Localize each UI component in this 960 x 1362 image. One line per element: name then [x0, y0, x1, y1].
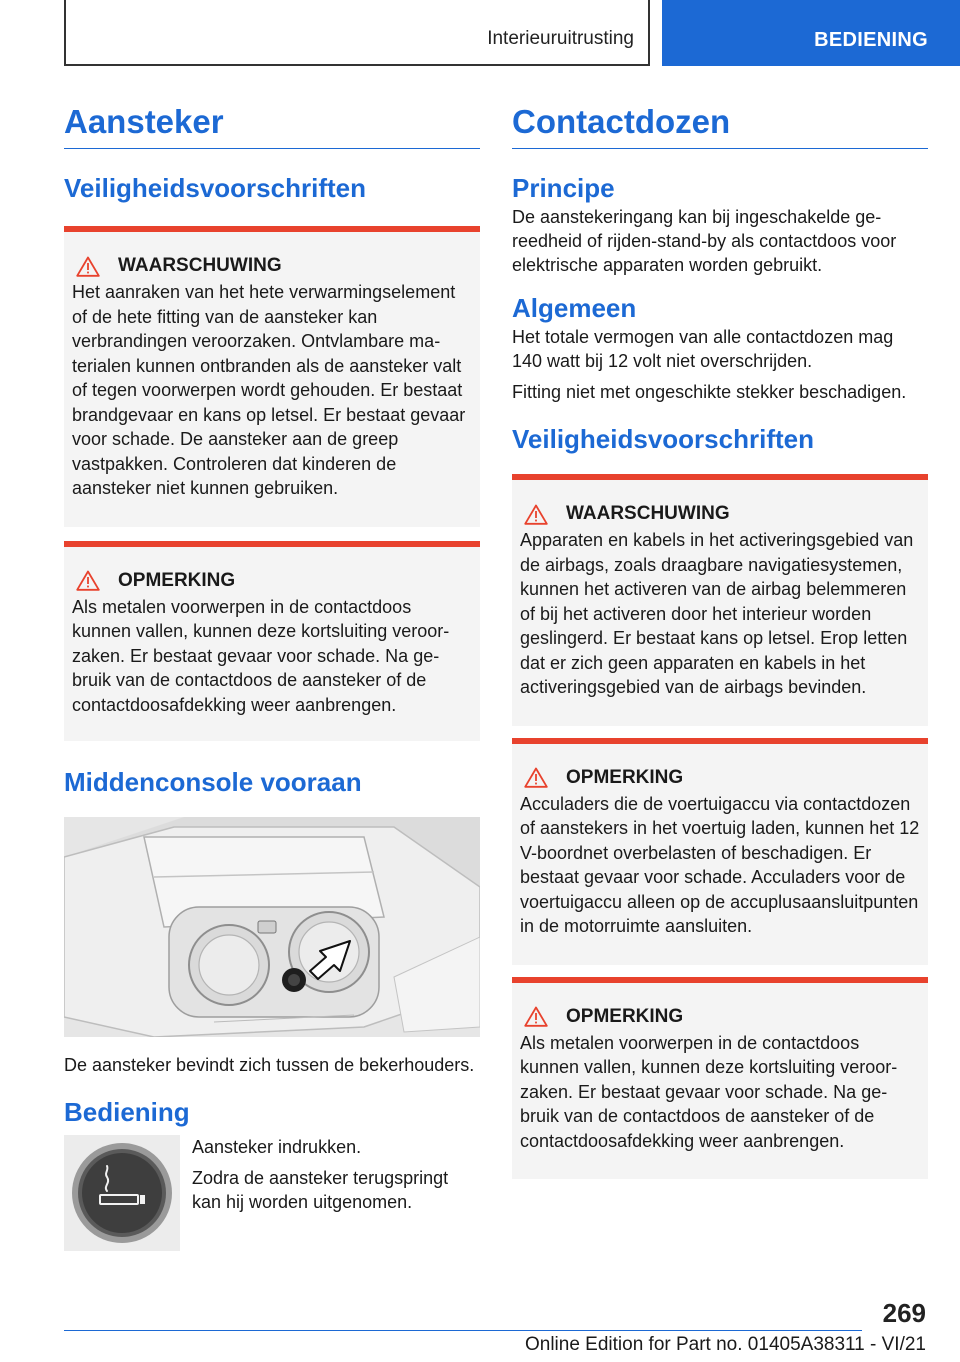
operation-step-1: Aansteker indrukken. — [192, 1137, 362, 1157]
warning-triangle-icon — [524, 767, 548, 788]
note-title — [520, 766, 920, 790]
center-console-image — [64, 817, 480, 1037]
warning-triangle-icon — [524, 1006, 548, 1027]
general-text-1: Het totale vermogen van alle contactdozen mag 140 watt bij 12 volt niet overschrijden. — [512, 327, 894, 371]
warning-triangle-icon — [76, 256, 100, 277]
heading-safety-right: Veiligheidsvoorschriften — [512, 424, 814, 454]
header-title: Interieuruitrusting — [487, 28, 634, 49]
page-number: 269 — [882, 1298, 926, 1328]
warning-title — [520, 502, 920, 526]
note-box-metal — [512, 977, 928, 1180]
footer-divider — [64, 1330, 862, 1331]
console-caption: De aansteker bevindt zich tussen de bekerhouders. — [64, 1055, 475, 1075]
header-section-tab[interactable] — [662, 0, 960, 66]
warning-label: WAARSCHUWING — [566, 503, 730, 524]
heading-contactdozen: Contactdozen — [512, 100, 928, 149]
heading-principe: Principe — [512, 173, 615, 203]
header-tab-label: BEDIENING — [814, 29, 928, 51]
heading-safety-left: Veiligheidsvoorschriften — [64, 173, 366, 203]
note-text: Als metalen voorwerpen in de contactdoos kunnen vallen, kunnen deze kortsluiting veroorzaken. Er bestaat gevaar voor schade. Na gebruik van de contactdoos de aansteker of de contactdoosafdekking weer aanbrengen. — [520, 1032, 898, 1151]
warning-triangle-icon — [76, 570, 100, 591]
warning-text: Apparaten en kabels in het activeringsgebied van de airbags, zoals draagbare navigatiesystemen, kunnen het activeren van de airbag belemmeren of bij het activeren door het interieur worden geslingerd. Er bestaat kans op letsel. Erop letten dat er zich geen apparaten en kabels in het activeringsgebied van de airbags bevinden. — [520, 530, 914, 697]
heading-algemeen: Algemeen — [512, 293, 637, 323]
warning-box-lighter — [64, 226, 480, 527]
operation-step-2: Zodra de aansteker terugspringt kan hij worden uitgenomen. — [192, 1168, 449, 1212]
heading-aansteker: Aansteker — [64, 100, 480, 149]
principle-text: De aanstekeringang kan bij ingeschakelde gereedheid of rijden-stand-by als contactdoos voor elektrische apparaten worden gebruikt. — [512, 207, 897, 275]
operation-text — [180, 1135, 480, 1251]
right-column — [512, 100, 928, 1179]
operation-row — [64, 1135, 480, 1251]
warning-box-sockets — [512, 474, 928, 726]
note-text: Als metalen voorwerpen in de contactdoos kunnen vallen, kunnen deze kortsluiting veroorzaken. Er bestaat gevaar voor schade. Na gebruik van de contactdoos de aansteker of de contactdoosafdekking weer aanbrengen. — [72, 596, 450, 715]
warning-triangle-icon — [524, 504, 548, 525]
note-label: OPMERKING — [566, 1005, 684, 1027]
heading-middenconsole: Middenconsole vooraan — [64, 767, 362, 797]
heading-bediening: Bediening — [64, 1097, 190, 1127]
warning-title — [72, 254, 472, 278]
warning-text: Het aanraken van het hete verwarmingselement of de hete fitting van de aansteker kan verbrandingen veroorzaken. Ontvlambare materialen kunnen ontbranden als de aansteker valt of tegen voorwerpen wordt gehouden. Er bestaat brandgevaar en kans op letsel. Er bestaat gevaar voor schade. De aansteker aan de greep vastpakken. Controleren dat kinderen de aansteker niet kunnen gebruiken. — [72, 282, 466, 498]
note-title — [520, 1005, 920, 1029]
footer-edition: Online Edition for Part no. 01405A38311 - VI/21 — [524, 1334, 926, 1355]
header-box — [64, 0, 650, 66]
note-text: Acculaders die de voertuigaccu via contactdozen of aanstekers in het voertuig laden, kunnen het 12 V-boordnet overbelasten of beschadigen. Er bestaat gevaar voor schade. Acculaders voor de voertuigaccu alleen op de accuplusaansluitpunten in de motorruimte aansluiten. — [520, 793, 920, 936]
general-text-2: Fitting niet met ongeschikte stekker beschadigen. — [512, 382, 907, 402]
lighter-button-image — [64, 1135, 180, 1251]
warning-label: WAARSCHUWING — [118, 255, 282, 276]
left-column — [64, 100, 480, 1251]
note-box-chargers — [512, 738, 928, 965]
note-title — [72, 569, 472, 593]
note-box-lighter — [64, 541, 480, 742]
note-label: OPMERKING — [118, 569, 236, 591]
note-label: OPMERKING — [566, 766, 684, 788]
